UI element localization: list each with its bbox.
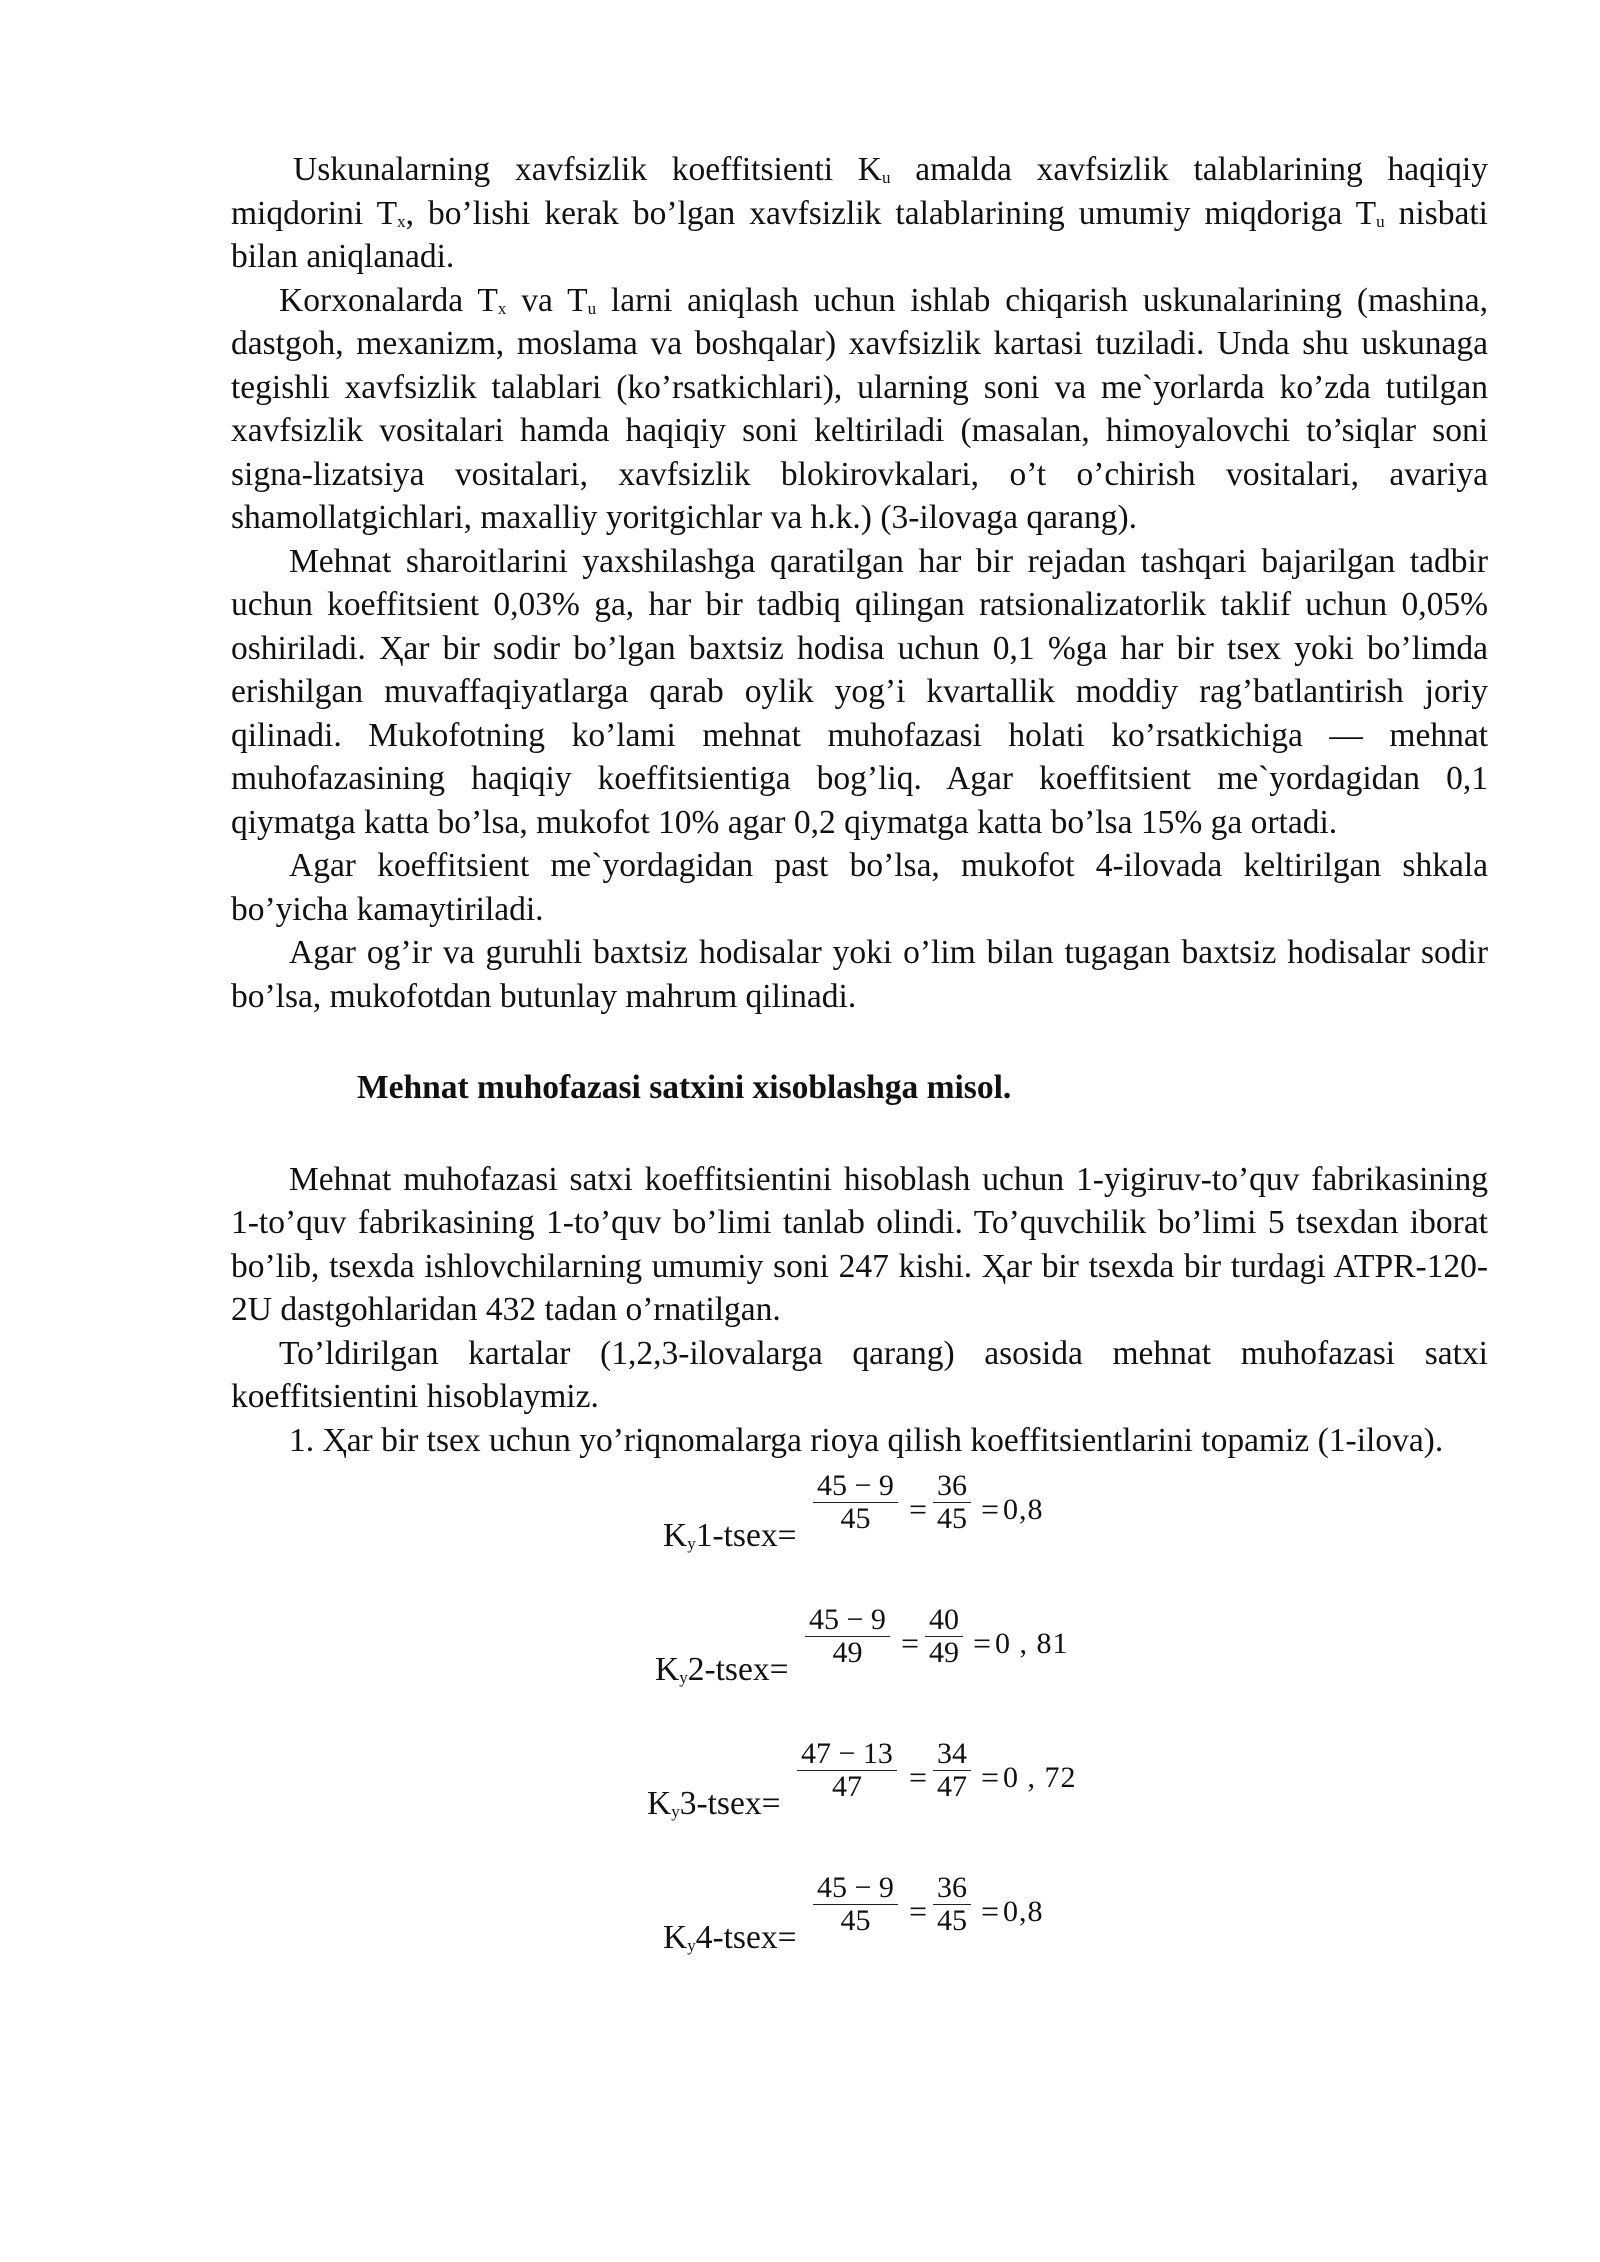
formula-result: 0 , 81 [995, 1627, 1069, 1660]
denominator: 49 [929, 1636, 959, 1669]
paragraph-1 [231, 148, 1488, 279]
formula-lhs [655, 1648, 788, 1692]
subscript: x [397, 211, 406, 231]
denominator: 45 [840, 1502, 871, 1535]
subscript: y [687, 1534, 696, 1553]
text: , bo’lishi kerak bo’lgan xavfsizlik talablarining umumiy miqdoriga T [405, 194, 1377, 232]
document-page [231, 148, 1488, 1992]
equals-sign: = [909, 1759, 928, 1795]
denominator: 45 [937, 1904, 967, 1937]
equals-sign: = [981, 1759, 1000, 1795]
paragraph-4: Agar koeffitsient me`yordagidan past bo’lsa, mukofot 4-ilovada keltirilgan shkala bo’yicha kamaytiriladi. [231, 847, 1488, 928]
k-symbol: K [663, 1517, 688, 1554]
denominator: 47 [831, 1770, 862, 1803]
numerator: 36 [933, 1470, 971, 1503]
equals-sign: = [973, 1625, 992, 1661]
paragraph-5: Agar og’ir va guruhli baxtsiz hodisalar yoki o’lim bilan tugagan baxtsiz hodisalar sodir bo’lsa, mukofotdan butunlay mahrum qilinadi. [231, 934, 1488, 1015]
formula-3 [231, 1730, 1488, 1830]
numerator: 34 [933, 1738, 971, 1771]
equals-sign: = [909, 1491, 928, 1527]
formula-list [231, 1462, 1488, 1992]
formula-result: 0 , 72 [1003, 1761, 1077, 1794]
formula-1 [231, 1462, 1488, 1562]
fraction-1 [813, 1470, 898, 1535]
subscript: y [679, 1668, 688, 1687]
paragraph-8: 1. Ҳar bir tsex uchun yo’riqnomalarga rioya qilish koeffitsientlarini topamiz (1-ilova). [289, 1421, 1444, 1459]
fraction-1 [813, 1872, 898, 1937]
formula-result: 0,8 [1003, 1895, 1044, 1928]
formula-label: 2-tsex= [687, 1651, 789, 1688]
formula-label: 1-tsex= [695, 1517, 797, 1554]
text: amalda xavfsizlik talablarining haqiqiy miqdorini T [231, 151, 1488, 232]
equals-sign: = [909, 1893, 928, 1929]
subscript: x [497, 298, 507, 318]
numerator: 47 − 13 [797, 1738, 897, 1771]
formula-label: 3-tsex= [679, 1785, 781, 1822]
subscript: u [881, 168, 891, 187]
subscript: y [687, 1936, 696, 1955]
subscript: y [671, 1802, 680, 1821]
equals-sign: = [901, 1625, 920, 1661]
formula-result: 0,8 [1003, 1493, 1044, 1526]
formula-lhs [663, 1514, 796, 1558]
equals-sign: = [981, 1893, 1000, 1929]
text: larni aniqlash uchun ishlab chiqarish uskunalarining (mashina, dastgoh, mexanizm, moslama va boshqalar) xavfsizlik kartasi tuziladi. Unda shu uskunaga tegishli xavfsizlik talablari (ko’rsatkichlari), ularning soni va me`yorlarda ko’zda tutilgan xavfsizlik vositalari hamda haqiqiy soni keltiriladi (masalan, himoyalovchi to’siqlar soni signa-lizatsiya vositalari, xavfsizlik blokirovkalari, o’t o’chirish vositalari, avariya shamollatgichlari, maxalliy yoritgichlar va h.k.) (3-ilovaga qarang). [231, 281, 1488, 536]
text: Korxonalarda T [279, 281, 498, 319]
fraction-2 [933, 1738, 971, 1803]
formula-lhs [663, 1916, 796, 1960]
denominator: 47 [937, 1770, 967, 1803]
fraction-2 [933, 1872, 971, 1937]
formula-2 [231, 1596, 1488, 1696]
k-symbol: K [655, 1651, 680, 1688]
numerator: 36 [933, 1872, 971, 1905]
subscript: u [1376, 211, 1385, 231]
text: nisbati bilan aniqlanadi. [231, 194, 1488, 275]
numerator: 45 − 9 [813, 1470, 898, 1503]
denominator: 49 [832, 1636, 863, 1669]
text: Uskunalarning xavfsizlik koeffitsienti K [293, 151, 882, 188]
fraction-2 [925, 1604, 963, 1669]
section-heading: Mehnat muhofazasi satxini xisoblashga misol. [357, 1069, 1012, 1106]
equals-sign: = [981, 1491, 1000, 1527]
numerator: 40 [925, 1604, 963, 1637]
paragraph-3: Mehnat sharoitlarini yaxshilashga qaratilgan har bir rejadan tashqari bajarilgan tadbir uchun koeffitsient 0,03% ga, har bir tadbiq qilingan ratsionalizatorlik taklif uchun 0,05% oshiriladi. Ҳar bir sodir bo’lgan baxtsiz hodisa uchun 0,1 %ga har bir tsex yoki bo’limda erishilgan muvaffaqiyatlarga qarab oylik yog’i kvartallik moddiy rag’batlantirish joriy qilinadi. Mukofotning ko’lami mehnat muhofazasi holati ko’rsatkichiga — mehnat muhofazasining haqiqiy koeffitsientiga bog’liq. Agar koeffitsient me`yordagidan 0,1 qiymatga katta bo’lsa, mukofot 10% agar 0,2 qiymatga katta bo’lsa 15% ga ortadi. [231, 542, 1488, 841]
formula-lhs [647, 1782, 780, 1826]
denominator: 45 [840, 1904, 871, 1937]
formula-4 [231, 1864, 1488, 1964]
text: va T [506, 281, 588, 319]
formula-label: 4-tsex= [695, 1919, 797, 1956]
fraction-2 [933, 1470, 971, 1535]
fraction-1 [797, 1738, 897, 1803]
k-symbol: K [647, 1785, 672, 1822]
numerator: 45 − 9 [813, 1872, 898, 1905]
fraction-1 [805, 1604, 890, 1669]
numerator: 45 − 9 [805, 1604, 890, 1637]
paragraph-7: To’ldirilgan kartalar (1,2,3-ilovalarga qarang) asosida mehnat muhofazasi satxi koeffitsientini hisoblaymiz. [231, 1334, 1488, 1415]
paragraph-6: Mehnat muhofazasi satxi koeffitsientini hisoblash uchun 1-yigiruv-to’quv fabrikasining 1-to’quv fabrikasining 1-to’quv bo’limi tanlab olindi. To’quvchilik bo’limi 5 tsexdan iborat bo’lib, tsexda ishlovchilarning umumiy soni 247 kishi. Ҳar bir tsexda bir turdagi ATPR-120-2U dastgohlaridan 432 tadan o’rnatilgan. [231, 1160, 1488, 1328]
denominator: 45 [937, 1502, 967, 1535]
k-symbol: K [663, 1919, 688, 1956]
subscript: u [587, 298, 597, 318]
paragraph-2 [231, 279, 1488, 540]
